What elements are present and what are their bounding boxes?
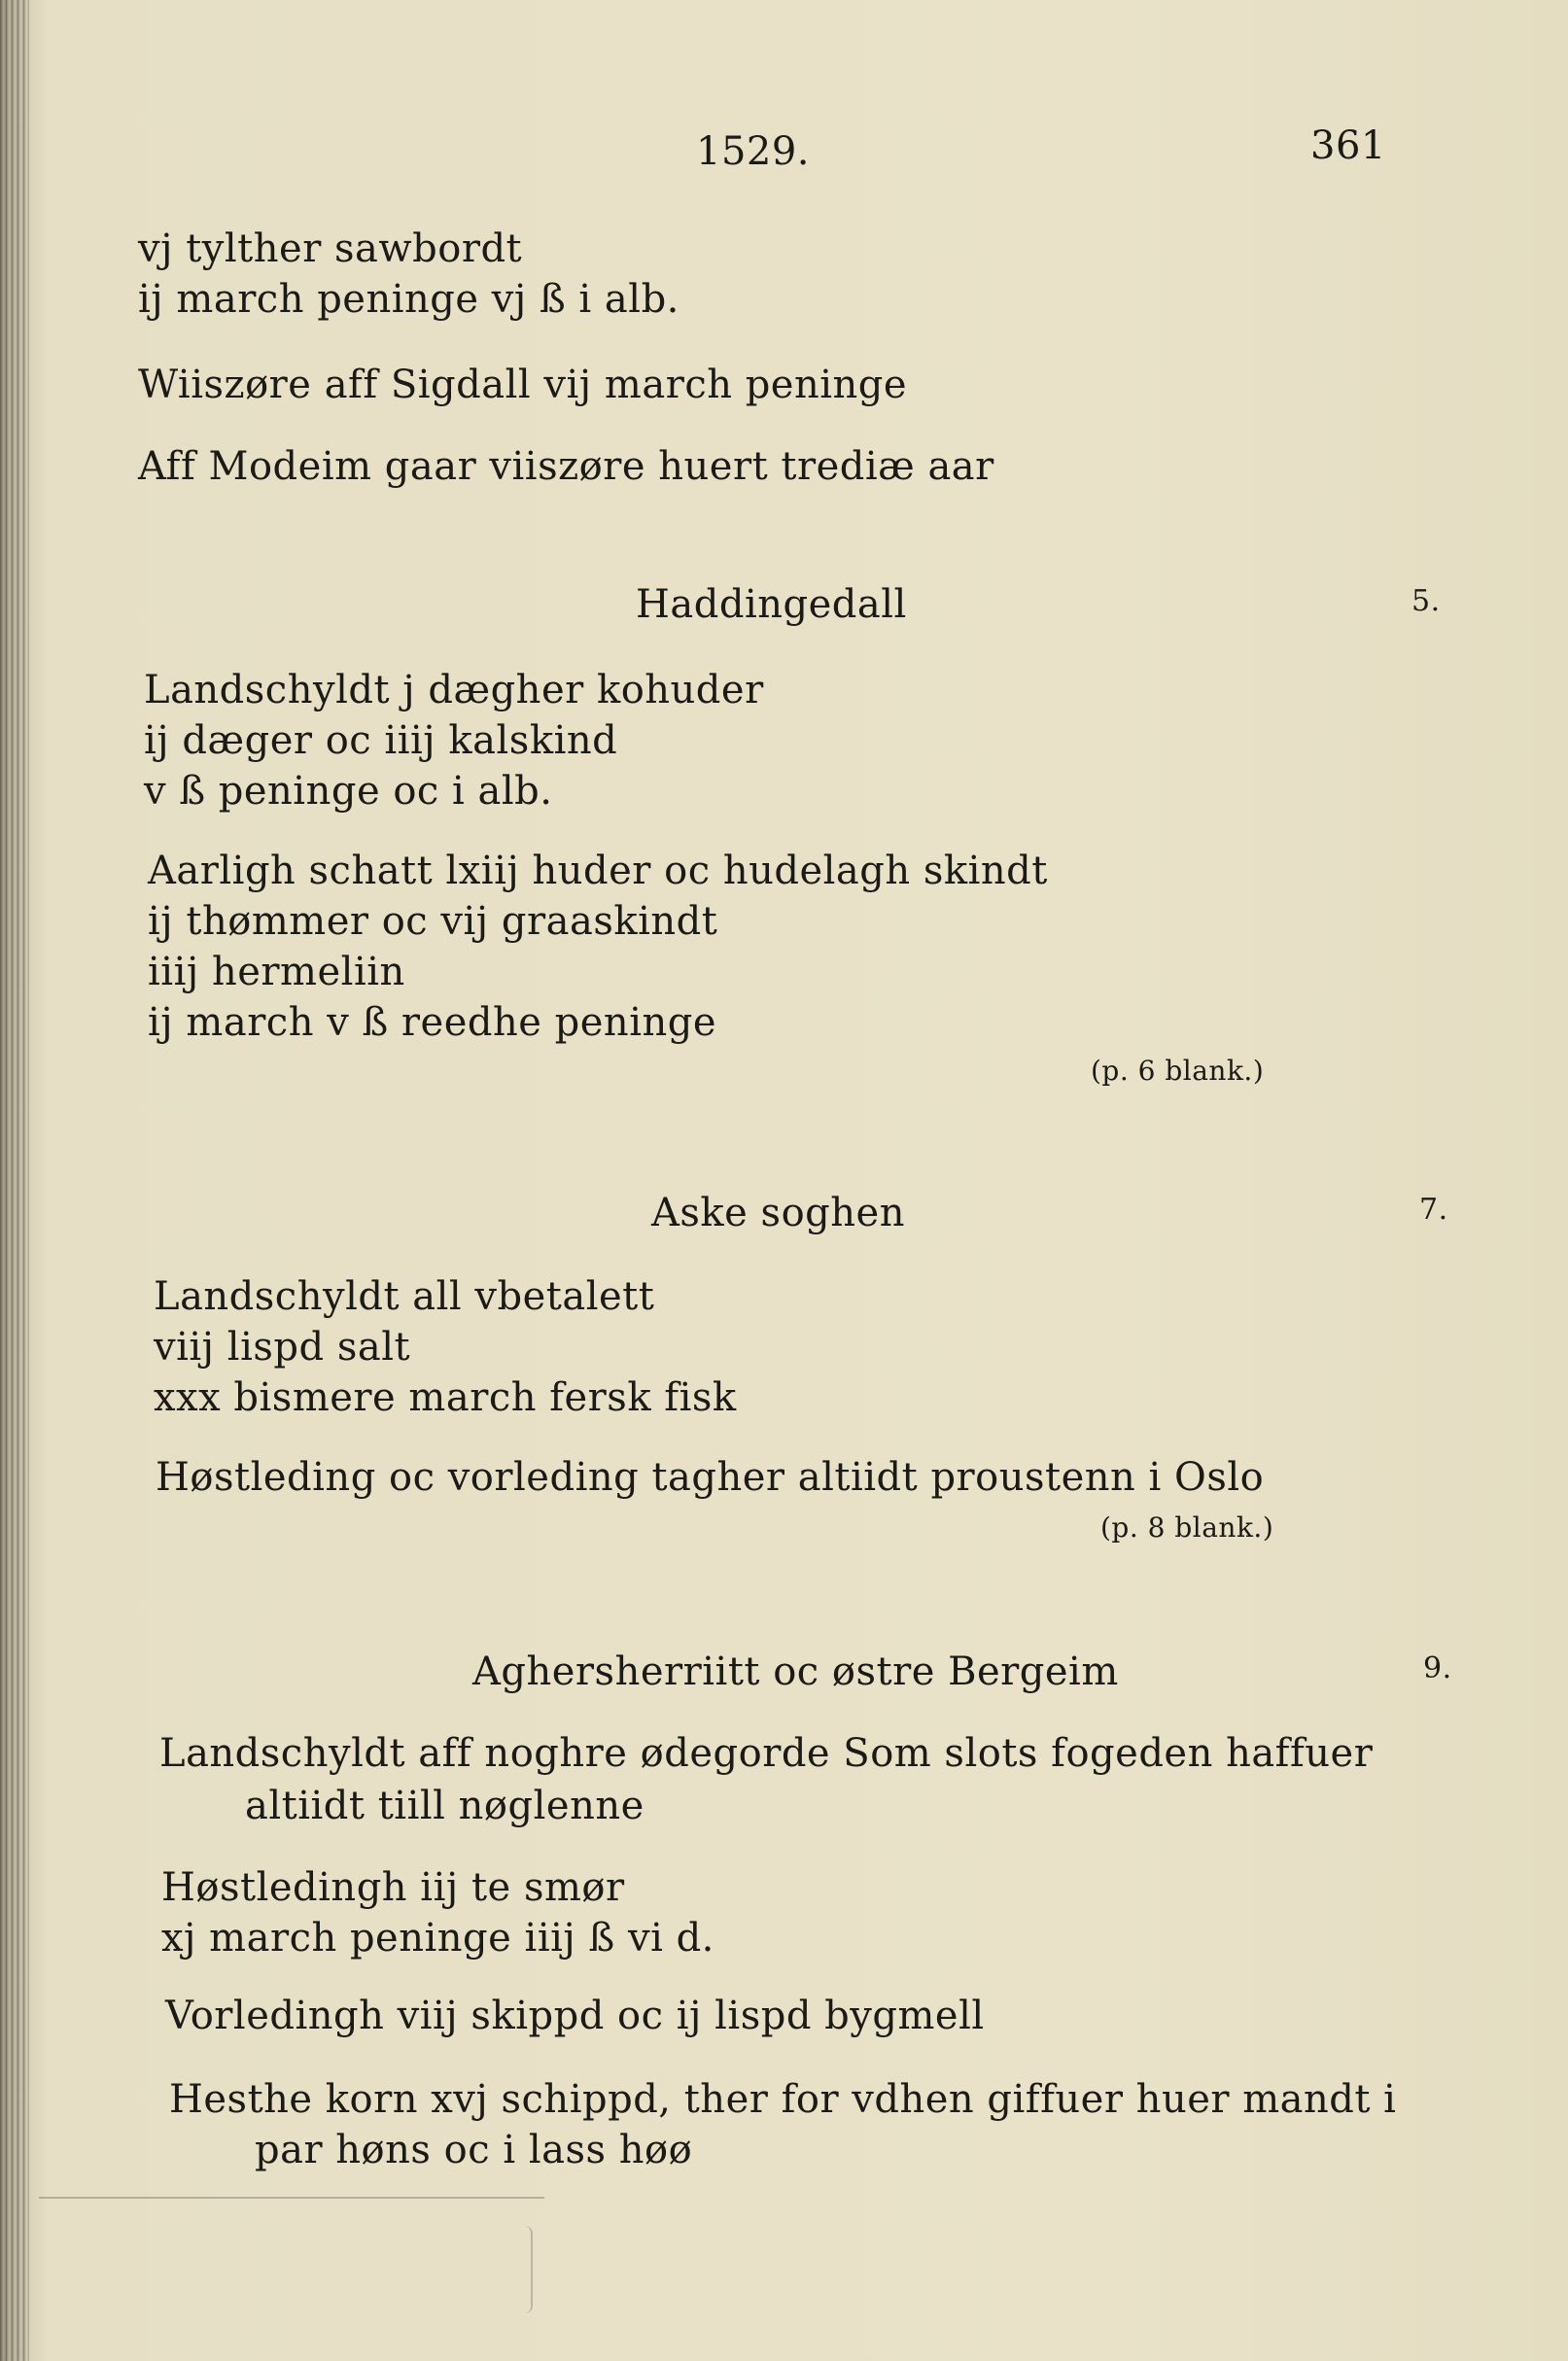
section-number: 5. — [1411, 584, 1441, 618]
blank-page-note: (p. 8 blank.) — [1100, 1511, 1274, 1544]
text-line: vj tylther sawbordt — [138, 226, 523, 271]
text-line: Landschyldt aff noghre ødegorde Som slots fogeden haffuer — [159, 1731, 1374, 1776]
text-line: Hesthe korn xvj schippd, ther for vdhen giffuer huer mandt i — [169, 2077, 1397, 2122]
text-line: Aarligh schatt lxiij huder oc hudelagh skindt — [148, 849, 1048, 893]
text-line: xj march peninge iiij ß vi d. — [161, 1916, 714, 1961]
blank-page-note: (p. 6 blank.) — [1091, 1055, 1265, 1087]
section-title: Aghersherriitt oc østre Bergeim — [472, 1649, 1119, 1694]
text-line: Vorledingh viij skippd oc ij lispd bygmell — [165, 1994, 985, 2038]
text-line: altiidt tiill nøglenne — [245, 1784, 645, 1828]
text-line: Landschyldt j dægher kohuder — [144, 668, 764, 712]
text-line: Aff Modeim gaar viiszøre huert trediæ aar — [138, 444, 994, 489]
section-title: Aske soghen — [651, 1191, 905, 1235]
text-line: par høns oc i lass høø — [255, 2128, 693, 2172]
text-line: viij lispd salt — [154, 1325, 411, 1370]
text-line: Wiiszøre aff Sigdall vij march peninge — [138, 363, 908, 407]
text-line: Høstleding oc vorleding tagher altiidt proustenn i Oslo — [156, 1455, 1265, 1500]
paper-mark — [525, 2226, 533, 2313]
text-line: Landschyldt all vbetalett — [154, 1274, 655, 1319]
section-number: 9. — [1423, 1651, 1452, 1685]
text-line: xxx bismere march fersk fisk — [154, 1375, 737, 1420]
section-number: 7. — [1419, 1193, 1448, 1227]
text-line: ij march v ß reedhe peninge — [148, 1000, 717, 1045]
section-title: Haddingedall — [636, 582, 907, 627]
text-line: ij thømmer oc vij graaskindt — [148, 899, 718, 944]
book-spine-edge — [0, 0, 29, 2361]
page-number: 361 — [1310, 123, 1386, 168]
text-line: ij dæger oc iiij kalskind — [144, 718, 618, 763]
text-line: ij march peninge vj ß i alb. — [138, 277, 679, 322]
text-line: Høstledingh iij te smør — [161, 1865, 625, 1910]
text-line: iiij hermeliin — [148, 950, 405, 994]
header-year: 1529. — [696, 129, 811, 174]
paper-crease — [39, 2197, 544, 2199]
text-line: v ß peninge oc i alb. — [144, 769, 553, 814]
